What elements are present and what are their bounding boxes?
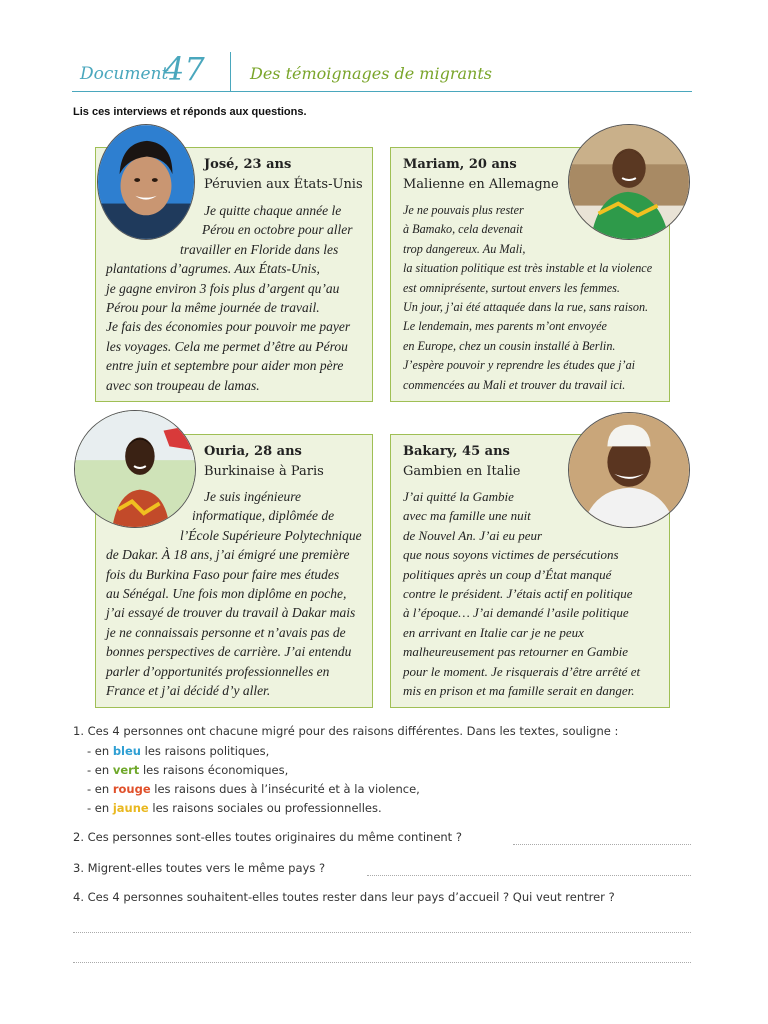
document-title: Des témoignages de migrants bbox=[250, 64, 492, 83]
card-subtitle: Péruvien aux États-Unis bbox=[204, 177, 363, 192]
header-rule bbox=[72, 91, 692, 92]
card-subtitle: Gambien en Italie bbox=[403, 464, 521, 479]
question-1-item-yellow: - en jaune les raisons sociales ou professionnelles. bbox=[87, 801, 382, 815]
question-3: 3. Migrent-elles toutes vers le même pays ? bbox=[73, 861, 326, 875]
question-1: 1. Ces 4 personnes ont chacune migré pour des raisons différentes. Dans les textes, souligne : bbox=[73, 724, 619, 738]
card-quote: Je quitte chaque année le Pérou en octobre pour aller travailler en Floride dans les plantations d’agrumes. Aux États-Unis, je gagne environ 3 fois plus d’argent qu’au Pérou pour la même journée de travail. Je fais des économies pour pouvoir me payer les voyages. Cela me permet d’être au Pérou entre juin et septembre pour aider mon père avec son troupeau de lamas. bbox=[106, 203, 353, 393]
answer-line-4b[interactable] bbox=[73, 962, 691, 963]
question-1-item-red: - en rouge les raisons dues à l’insécurité et à la violence, bbox=[87, 782, 420, 796]
question-2: 2. Ces personnes sont-elles toutes originaires du même continent ? bbox=[73, 830, 462, 844]
question-1-item-blue: - en bleu les raisons politiques, bbox=[87, 744, 270, 758]
avatar-bakary bbox=[568, 412, 690, 528]
card-quote: Je suis ingénieure informatique, diplômée de l’École Supérieure Polytechnique de Dakar. À 18 ans, j’ai émigré une première fois du Burkina Faso pour faire mes études au Sénégal. Une fois mon diplôme en poche, j’ai essayé de trouver du travail à Dakar mais je ne connaissais personne et n’avais pas de bonnes perspectives de carrière. J’ai entendu parler d’opportunités professionnelles en France et j’ai décidé d’y aller. bbox=[106, 489, 362, 699]
avatar-jose bbox=[97, 124, 195, 240]
portrait-image bbox=[98, 125, 194, 239]
document-header bbox=[72, 50, 692, 94]
question-1-item-green: - en vert les raisons économiques, bbox=[87, 763, 289, 777]
card-name: Bakary, 45 ans bbox=[403, 444, 510, 459]
card-name: José, 23 ans bbox=[204, 157, 292, 172]
instruction-text: Lis ces interviews et réponds aux questions. bbox=[73, 106, 307, 118]
document-number: 47 bbox=[164, 50, 205, 88]
answer-line-2[interactable] bbox=[513, 844, 691, 845]
answer-line-3[interactable] bbox=[367, 875, 691, 876]
answer-line-4a[interactable] bbox=[73, 932, 691, 933]
card-name: Mariam, 20 ans bbox=[403, 157, 517, 172]
card-name: Ouria, 28 ans bbox=[204, 444, 302, 459]
portrait-image bbox=[75, 411, 195, 527]
avatar-mariam bbox=[568, 124, 690, 240]
document-label: Document bbox=[80, 64, 169, 84]
header-divider bbox=[230, 52, 231, 92]
card-subtitle: Burkinaise à Paris bbox=[204, 464, 324, 479]
portrait-image bbox=[569, 413, 689, 527]
portrait-image bbox=[569, 125, 689, 239]
card-quote: Je ne pouvais plus rester à Bamako, cela devenait trop dangereux. Au Mali, la situation politique est très instable et la violence est omniprésente, surtout envers les femmes. Un jour, j’ai été attaquée dans la rue, sans raison. Le lendemain, mes parents m’ont envoyée en Europe, chez un cousin installé à Berlin. J’espère pouvoir y reprendre les études que j’ai commencées au Mali et trouver du travail ici. bbox=[403, 203, 653, 392]
avatar-ouria bbox=[74, 410, 196, 528]
card-subtitle: Malienne en Allemagne bbox=[403, 177, 559, 192]
question-4: 4. Ces 4 personnes souhaitent-elles toutes rester dans leur pays d’accueil ? Qui veut rentrer ? bbox=[73, 890, 615, 904]
card-quote: J’ai quitté la Gambie avec ma famille une nuit de Nouvel An. J’ai eu peur que nous soyons victimes de persécutions politiques après un coup d’État manqué contre le président. J’étais actif en politique à l’époque… J’ai demandé l’asile politique en arrivant en Italie car je ne peux malheureusement pas retourner en Gambie pour le moment. Je risquerais d’être arrêté et mis en prison et ma famille serait en danger. bbox=[403, 489, 641, 699]
